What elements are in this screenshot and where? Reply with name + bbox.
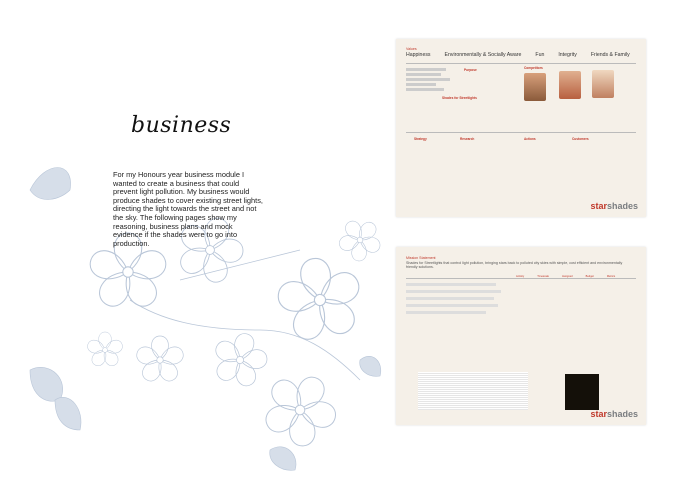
value-item: Environmentally & Socially Aware <box>444 52 522 58</box>
starshades-logo: starshades <box>590 201 638 211</box>
divider <box>406 63 636 64</box>
intro-paragraph: For my Honours year business module I wanted to create a business that could prevent light pollution. My business would produce shades to cover existing street lights, directing the light towards the street and not the sky. The following pages show my reasoning, business plans and mock evidence if the shades were to go into production. <box>113 170 263 248</box>
plan-table-body <box>406 283 506 314</box>
values-label: Values <box>406 47 417 51</box>
values-block <box>406 47 630 58</box>
notes-block <box>406 68 456 91</box>
values-board-card <box>396 39 646 217</box>
plan-table-header: Activity Timescale Assigned Budget Metrics <box>516 275 616 278</box>
customers-heading: Customers <box>572 137 589 141</box>
competitors-heading: Competitors <box>524 66 543 70</box>
value-item: Happiness <box>406 52 431 58</box>
actions-heading: Actions <box>524 137 536 141</box>
purpose-heading: Purpose <box>464 68 477 72</box>
starshades-logo: starshades <box>590 409 638 419</box>
shades-heading: Shades for Streetlights <box>442 96 477 100</box>
night-street-photo <box>565 374 599 410</box>
value-item: Integrity <box>558 52 577 58</box>
mission-label: Mission Statement <box>406 256 436 260</box>
strategy-heading: Strategy <box>414 137 427 141</box>
competitor-photo <box>559 71 581 99</box>
page-title: business <box>131 113 232 138</box>
mission-text: Shades for Streetlights that control light pollution, bringing stars back to polluted city skies with simple, cost efficient and environmentally friendly solutions. <box>406 261 623 270</box>
research-heading: Research <box>460 137 475 141</box>
budget-spreadsheet <box>418 372 528 410</box>
value-item: Fun <box>535 52 545 58</box>
business-plan-card <box>396 247 646 425</box>
value-item: Friends & Family <box>590 52 630 58</box>
divider <box>406 132 636 133</box>
competitor-photo <box>524 73 546 101</box>
values-list <box>406 52 630 58</box>
competitor-photo <box>592 70 614 98</box>
